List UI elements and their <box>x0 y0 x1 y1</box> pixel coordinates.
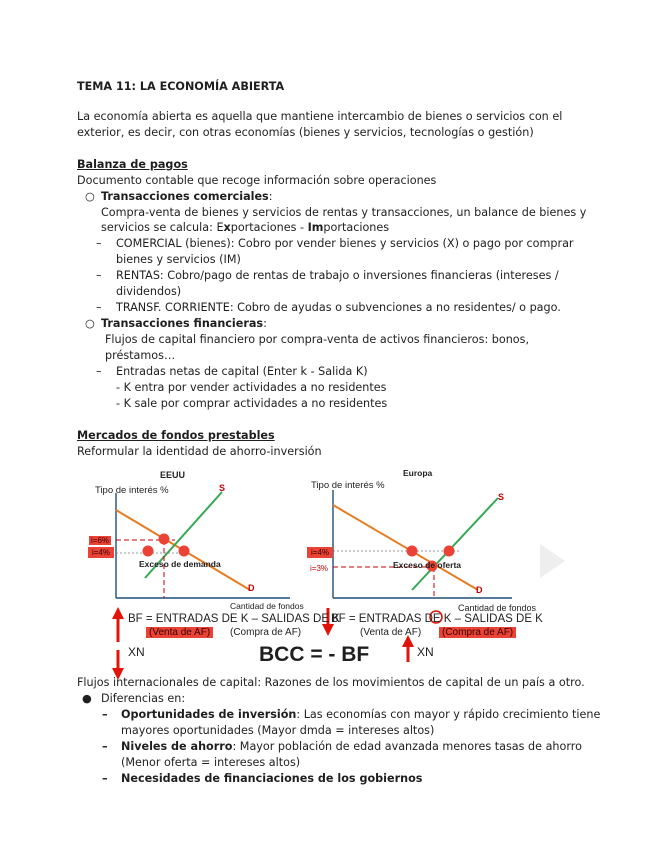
eeuu-graph <box>116 492 290 598</box>
bf-right-compra: (Compra de AF) <box>439 626 516 640</box>
eeuu-s-label: S <box>219 483 226 493</box>
eeuu-x-label: Cantidad de fondos <box>230 601 304 611</box>
comerciales-line-1: Compra-venta de bienes y servicios de rentas y transacciones, un balance de bienes y <box>101 206 587 219</box>
europa-s-label: S <box>498 492 505 502</box>
europa-y-label: Tipo de interés % <box>311 480 385 491</box>
flujos-item-2-line-2: (Menor oferta = intereses altos) <box>121 756 301 769</box>
eeuu-demand-point <box>179 546 190 557</box>
dash-icon: – <box>102 708 108 721</box>
item-rentas-1: RENTAS: Cobro/pago de rentas de trabajo o inversiones financieras (intereses / <box>116 269 559 282</box>
comerciales-line-2: servicios se calcula: Exportaciones - Importaciones <box>101 221 390 234</box>
item-rentas-2: dividendos) <box>116 285 182 298</box>
flujos-item-1: Oportunidades de inversión: Las economías con mayor y rápido crecimiento tiene <box>121 708 601 721</box>
europa-i1-label: i=4% <box>307 546 333 560</box>
intro-line-2: exterior, es decir, con otras economías (bienes y servicios, tecnologías o gestión) <box>77 126 534 139</box>
bf-left-compra: (Compra de AF) <box>230 627 302 638</box>
item-transf: TRANSF. CORRIENTE: Cobro de ayudas o subvenciones a no residentes/ o pago. <box>116 301 561 314</box>
item-comercial-2: bienes y servicios (IM) <box>116 253 241 266</box>
financieras-item: Entradas netas de capital (Enter k - Salida K) <box>116 365 368 378</box>
dash-icon: – <box>96 269 102 282</box>
europa-i2-label: i=3% <box>310 564 329 573</box>
intro-line-1: La economía abierta es aquella que mantiene intercambio de bienes o servicios con el <box>77 110 563 123</box>
bf-left-venta: (Venta de AF) <box>146 626 213 640</box>
financieras-sub-2: - K sale por comprar actividades a no residentes <box>116 397 388 410</box>
item-comercial-1: COMERCIAL (bienes): Cobro por vender bienes y servicios (X) o pago por comprar <box>116 237 574 250</box>
eeuu-equilibrium-point <box>159 534 170 545</box>
dash-icon: – <box>102 772 108 785</box>
mercados-heading: Mercados de fondos prestables <box>77 429 275 442</box>
financieras-line-1: Flujos de capital financiero por compra-venta de activos financieros: bonos, <box>105 333 530 346</box>
left-up-arrow-icon <box>112 607 124 642</box>
bcc-equation: BCC = - BF <box>259 643 370 666</box>
dash-icon: – <box>102 740 108 753</box>
dash-icon: – <box>96 301 102 314</box>
flujos-item-1-line-2: mayores oportunidades (Mayor dmda = intereses altos) <box>121 724 435 737</box>
decorative-arrow-icon <box>540 544 565 578</box>
europa-x-label: Cantidad de fondos <box>458 603 537 613</box>
page-title: TEMA 11: LA ECONOMÍA ABIERTA <box>77 80 285 93</box>
dash-icon: – <box>96 237 102 250</box>
europa-graph <box>333 490 512 598</box>
bf-right-venta: (Venta de AF) <box>360 627 422 638</box>
europa-demand-line <box>333 505 478 590</box>
dash-icon: – <box>96 365 102 378</box>
europa-supply-point <box>444 546 455 557</box>
bf-right-equation: BF = ENTRADAS DE K – SALIDAS DE K <box>331 613 543 625</box>
europa-d-label: D <box>476 585 483 595</box>
bf-left-equation: BF = ENTRADAS DE K – SALIDAS DE K <box>128 613 340 625</box>
eeuu-supply-point <box>143 546 154 557</box>
bullet-circle-icon: ○ <box>85 317 95 330</box>
eeuu-i1-label: i=6% <box>91 536 110 545</box>
balanza-heading: Balanza de pagos <box>77 158 188 171</box>
bullet-circle-icon: ○ <box>85 190 95 203</box>
financieras-sub-1: - K entra por vender actividades a no residentes <box>116 381 387 394</box>
europa-title: Europa <box>403 468 433 478</box>
flujos-intro: Flujos internacionales de capital: Razones de los movimientos de capital de un país a otro. <box>77 676 585 689</box>
eeuu-i2-label: i=4% <box>88 546 114 560</box>
financieras-label: Transacciones financieras: <box>101 317 267 330</box>
eeuu-note: Exceso de demanda <box>139 559 221 569</box>
eeuu-d-label: D <box>248 583 255 593</box>
europa-demand-point <box>407 546 418 557</box>
financieras-line-2: préstamos… <box>105 349 176 362</box>
xn-left-label: XN <box>128 645 145 659</box>
xn-right-label: XN <box>417 645 434 659</box>
eeuu-title: EEUU <box>160 470 186 480</box>
flujos-item-2: Niveles de ahorro: Mayor población de edad avanzada menores tasas de ahorro <box>121 740 582 753</box>
europa-note: Exceso de oferta <box>393 560 462 570</box>
bullet-dot-icon: ● <box>82 692 92 705</box>
flujos-item-3: Necesidades de financiaciones de los gobiernos <box>121 772 423 785</box>
comerciales-label: Transacciones comerciales: <box>101 190 273 203</box>
mercados-desc: Reformular la identidad de ahorro-inversión <box>77 445 322 458</box>
eeuu-y-label: Tipo de interés % <box>95 485 169 496</box>
flujos-diferencias: Diferencias en: <box>101 692 186 705</box>
balanza-desc: Documento contable que recoge información sobre operaciones <box>77 174 437 187</box>
